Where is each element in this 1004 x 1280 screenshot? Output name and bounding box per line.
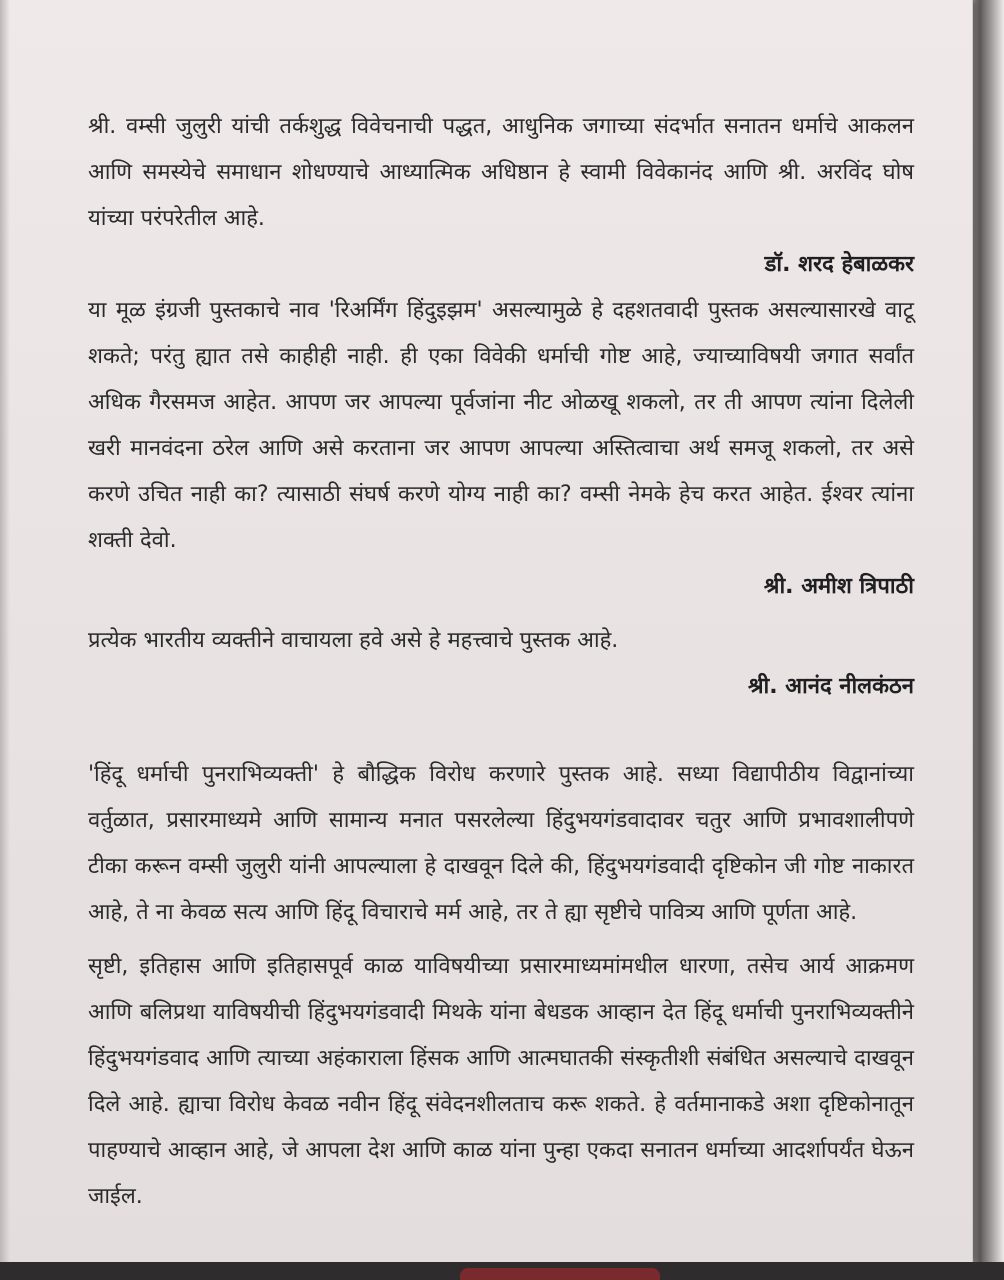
review-text: श्री. वम्सी जुलुरी यांची तर्कशुद्ध विवेचनाची पद्धत, आधुनिक जगाच्या संदर्भात सनातन धर्माचे आकलन आणि समस्येचे समाधान शोधण्याचे आध्यात्मिक अधिष्ठान हे स्वामी विवेकानंद आणि श्री. अरविंद घोष यांच्या परंपरेतील आहे.: [88, 114, 914, 231]
review-text: या मूळ इंग्रजी पुस्तकाचे नाव 'रिअर्मिंग हिंदुइझम' असल्यामुळे हे दहशतवादी पुस्तक असल्यासारखे वाटू शकते; परंतु ह्यात तसे काहीही नाही. ही एका विवेकी धर्माची गोष्ट आहे, ज्याच्याविषयी जगात सर्वांत अधिक गैरसमज आहेत. आपण जर आपल्या पूर्वजांना नीट ओळखू शकलो, तर ती आपण त्यांना दिलेली खरी मानवंदना ठरेल आणि असे करताना जर आपण आपल्या अस्तित्वाचा अर्थ समजू शकलो, तर असे करणे उचित नाही का? त्यासाठी संघर्ष करणे योग्य नाही का? वम्सी नेमके हेच करत आहेत. ईश्वर त्यांना शक्ती देवो.: [88, 298, 914, 553]
description-paragraph: 'हिंदू धर्माची पुनराभिव्यक्ती' हे बौद्धिक विरोध करणारे पुस्तक आहे. सध्या विद्यापीठीय विद्वानांच्या वर्तुळात, प्रसारमाध्यमे आणि सामान्य मनात पसरलेल्या हिंदुभयगंडवादावर चतुर आणि प्रभावशालीपणे टीका करून वम्सी जुलुरी यांनी आपल्याला हे दाखवून दिले की, हिंदुभयगंडवादी दृष्टिकोन जी गोष्ट नाकारत आहे, ते ना केवळ सत्य आणि हिंदू विचाराचे मर्म आहे, तर ते ह्या सृष्टीचे पावित्र्य आणि पूर्णता आहे.: [88, 762, 914, 925]
review-author: श्री. आनंद नीलकंठन: [747, 674, 914, 699]
review-text: प्रत्येक भारतीय व्यक्तीने वाचायला हवे असे हे महत्त्वाचे पुस्तक आहे.: [88, 628, 619, 653]
description-paragraph: सृष्टी, इतिहास आणि इतिहासपूर्व काळ याविषयीच्या प्रसारमाध्यमांमधील धारणा, तसेच आर्य आक्रमण आणि बलिप्रथा याविषयीची हिंदुभयगंडवादी मिथके यांना बेधडक आव्हान देत हिंदू धर्माची पुनराभिव्यक्तीने हिंदुभयगंडवाद आणि त्याच्या अहंकाराला हिंसक आणि आत्मघातकी संस्कृतीशी संबंधित असल्याचे दाखवून दिले आहे. ह्याचा विरोध केवळ नवीन हिंदू संवेदनशीलताच करू शकते. हे वर्तमानाकडे अशा दृष्टिकोनातून पाहण्याचे आव्हान आहे, जे आपला देश आणि काळ यांना पुन्हा एकदा सनातन धर्माच्या आदर्शापर्यंत घेऊन जाईल.: [88, 954, 914, 1209]
barcode-label-edge: [460, 1268, 660, 1280]
spacer: [88, 710, 914, 752]
cover-text: [88, 104, 914, 1220]
review-author: डॉ. शरद हेबाळकर: [764, 252, 914, 277]
review-author: श्री. अमीश त्रिपाठी: [763, 574, 914, 599]
spacer: [88, 936, 914, 944]
spacer: [88, 610, 914, 618]
page-shadow-edge: [0, 0, 10, 1262]
